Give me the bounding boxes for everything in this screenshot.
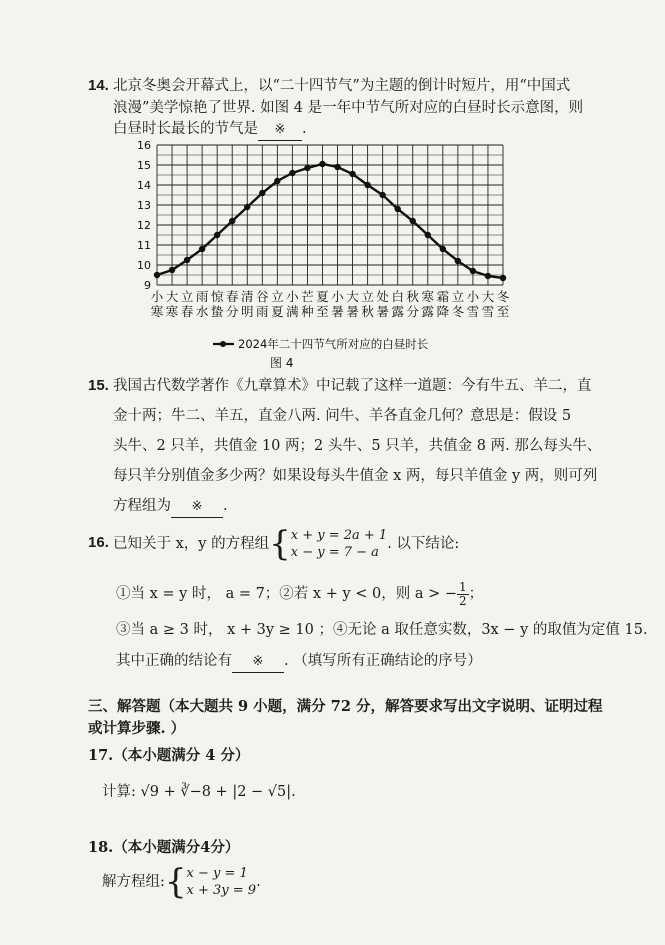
x-category-label: 大寒 (165, 289, 179, 319)
question-17-title: 17.（本小题满分 4 分） (88, 747, 250, 764)
data-point (169, 267, 175, 273)
x-category-label: 春分 (225, 289, 239, 319)
x-category-label: 小寒 (150, 289, 164, 319)
x-category-label: 小雪 (466, 289, 480, 319)
x-category-label: 寒露 (421, 289, 435, 319)
y-tick-label: 10 (137, 259, 151, 272)
question-15-line-4: 每只羊分别值金多少两？如果设每头牛值金 x 两，每只羊值金 y 两，则可列 (113, 468, 598, 484)
question-18-label: 解方程组: (102, 874, 165, 890)
fraction-denominator: 2 (459, 593, 467, 608)
chart-legend (213, 337, 429, 351)
question-16-intro (113, 524, 459, 564)
x-category-label: 清明 (241, 289, 254, 319)
question-16-intro-end: . 以下结论: (387, 536, 460, 552)
x-category-label: 大暑 (346, 289, 359, 319)
question-15-line-2: 金十两；牛二、羊五，直金八两. 问牛、羊各直金几何？意思是：假设 5 (113, 408, 572, 424)
question-15-number: 15. (88, 377, 109, 394)
x-category-label: 雨水 (195, 289, 209, 319)
x-category-label: 白露 (391, 289, 404, 319)
x-axis-categories (151, 289, 510, 319)
data-point (334, 164, 340, 170)
x-category-label: 惊蛰 (210, 289, 224, 319)
question-14-period: . (302, 121, 307, 137)
y-tick-label: 13 (137, 199, 151, 212)
section-3-heading-line-2: 或计算步骤. ） (88, 720, 186, 737)
data-point (244, 204, 250, 210)
y-axis-ticks (137, 139, 151, 292)
data-point (304, 165, 310, 171)
conclusion-1-2-text: ①当 x = y 时， a = 7；②若 x + y < 0，则 a > − (116, 586, 458, 602)
conclusion-1-2-end: ； (468, 586, 484, 602)
data-point (485, 273, 491, 279)
x-category-label: 小暑 (331, 289, 344, 319)
question-14-number: 14. (88, 77, 109, 94)
question-15-period: . (223, 498, 228, 514)
x-category-label: 霜降 (436, 289, 450, 319)
equation-system-16 (291, 527, 387, 561)
x-category-label: 谷雨 (256, 289, 269, 319)
answer-blank-16: ※ (232, 652, 284, 673)
x-category-label: 小满 (286, 289, 299, 319)
equation-16-1: x + y = 2a + 1 (290, 528, 388, 543)
legend-marker (220, 341, 226, 347)
conclusions-1-2 (116, 576, 483, 612)
question-14-line-2: 浪漫”美学惊艳了世界. 如图 4 是一年中节气所对应的白昼时长示意图，则 (113, 100, 584, 116)
series-line (157, 164, 503, 278)
question-16-ending (116, 651, 482, 673)
data-point (425, 232, 431, 238)
equation-16-2: x − y = 7 − a (290, 545, 379, 560)
data-point (410, 218, 416, 224)
legend-label: 2024年二十四节气所对应的白昼时长 (238, 337, 429, 351)
equation-18-1: x − y = 1 (186, 866, 248, 881)
equation-18-2: x + 3y = 9 (186, 883, 257, 898)
question-15-line-3: 头牛、2 只羊，共值金 10 两；2 头牛、5 只羊，共值金 8 两. 那么每头牛、 (113, 438, 602, 454)
data-point (500, 275, 506, 281)
question-18-body (102, 862, 261, 902)
y-tick-label: 14 (137, 179, 151, 192)
figure-label: 图 4 (270, 356, 294, 370)
fraction-numerator: 1 (459, 579, 467, 594)
data-point (199, 246, 205, 252)
data-point (154, 272, 160, 278)
section-3-heading-line-1: 三、解答题（本大题共 9 小题，满分 72 分，解答要求写出文字说明、证明过程 (88, 698, 603, 715)
series-points (154, 161, 506, 281)
data-point (229, 218, 235, 224)
x-category-label: 大雪 (481, 289, 495, 319)
y-tick-label: 9 (144, 279, 151, 292)
equation-system-18 (187, 865, 257, 899)
y-tick-label: 12 (137, 219, 151, 232)
question-15-line-1: 我国古代数学著作《九章算术》中记载了这样一道题：今有牛五、羊二，直 (113, 378, 592, 394)
data-point (319, 161, 325, 167)
data-point (184, 257, 190, 263)
question-18-title: 18.（本小题满分4分） (88, 839, 240, 856)
data-point (394, 206, 400, 212)
question-16-intro-text: 已知关于 x，y 的方程组 (113, 536, 270, 552)
question-16-note: . （填写所有正确结论的序号） (284, 653, 482, 669)
question-16-number: 16. (88, 534, 109, 551)
data-point (455, 258, 461, 264)
fraction-one-half (457, 581, 469, 608)
data-point (259, 190, 265, 196)
data-point (214, 232, 220, 238)
answer-blank-14: ※ (258, 120, 302, 141)
question-17-label: 计算: (102, 784, 136, 800)
daylight-line-chart (130, 135, 530, 375)
x-category-label: 立夏 (271, 289, 284, 319)
conclusions-3-4: ③当 a ≥ 3 时， x + 3y ≥ 10 ；④无论 a 取任意实数，3x − y 的取值为定值 15. (116, 622, 648, 638)
data-point (440, 246, 446, 252)
data-point (470, 268, 476, 274)
question-14-prompt: 白昼时长最长的节气是 (113, 121, 258, 137)
question-18-period: . (256, 874, 261, 890)
x-category-label: 秋分 (406, 289, 419, 319)
question-16-prompt: 其中正确的结论有 (116, 653, 232, 669)
question-15-prompt: 方程组为 (113, 498, 171, 514)
x-category-label: 夏至 (316, 289, 329, 319)
x-category-label: 立秋 (361, 289, 374, 319)
data-point (379, 192, 385, 198)
answer-blank-15: ※ (171, 497, 223, 518)
y-tick-label: 11 (137, 239, 151, 252)
x-category-label: 立冬 (451, 289, 465, 319)
data-point (274, 178, 280, 184)
question-14-line-1: 北京冬奥会开幕式上，以“二十四节气”为主题的倒计时短片，用“中国式 (113, 78, 571, 94)
system-brace-18: { (164, 862, 187, 902)
data-point (364, 182, 370, 188)
data-point (349, 171, 355, 177)
data-point (289, 170, 295, 176)
y-tick-label: 15 (137, 159, 151, 172)
y-tick-label: 16 (137, 139, 151, 152)
question-15-line-5 (113, 496, 228, 518)
question-17-expression: √9 + ∛−8 + |2 − √5|. (140, 784, 296, 800)
x-category-label: 芒种 (301, 289, 314, 319)
x-category-label: 冬至 (496, 289, 510, 319)
x-category-label: 立春 (180, 289, 194, 319)
system-brace: { (269, 524, 291, 564)
x-category-label: 处暑 (376, 289, 389, 319)
question-17-body (102, 782, 296, 802)
